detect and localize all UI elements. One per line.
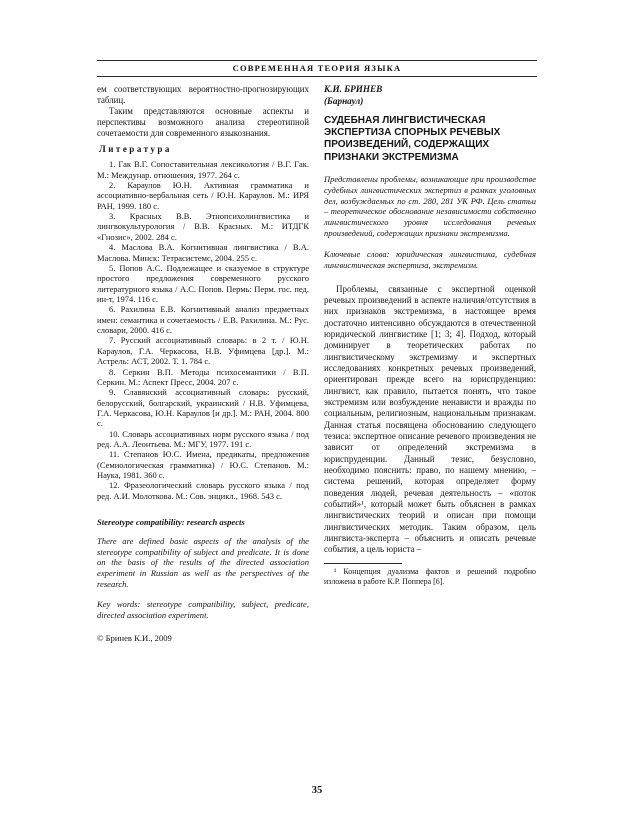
author-name: К.И. БРИНЕВ [324,84,383,94]
reference-item: 6. Рахилина Е.В. Когнитивный анализ предметных имен: семантика и сочетаемость / Е.В. Рахилина. М.: Рус. словари, 2000. 416 с. [97,304,309,336]
reference-item: 11. Степанов Ю.С. Имена, предикаты, предложения (Семиологическая грамматика) / Ю.С. Степанов. М.: Наука, 1981. 360 с. [97,449,309,481]
reference-item: 8. Серкин В.П. Методы психосемантики / В.П. Серкин. М.: Аспект Пресс, 2004. 207 с. [97,366,309,387]
english-title: Stereotype compatibility: research aspects [97,517,245,528]
russian-keywords: Ключевые слова: юридическая лингвистика, судебная лингвистическая экспертиза, экстремизм. [324,249,536,270]
reference-item: 2. Караулов Ю.Н. Активная грамматика и ассоциативно-вербальная сеть / Ю.Н. Караулов. М.: ИРЯ РАН, 1999. 180 с. [97,180,309,211]
left-column [97,84,309,643]
right-column [324,84,536,643]
reference-list [97,159,309,501]
reference-item: 5. Попов А.С. Подлежащее и сказуемое в структуре простого предложения современного русского литературного языка / А.С. Попов. Пермь: Перм. гос. пед. ин-т, 1974. 116 с. [97,262,309,304]
article-title: СУДЕБНАЯ ЛИНГВИСТИЧЕСКАЯ ЭКСПЕРТИЗА СПОРНЫХ РЕЧЕВЫХ ПРОИЗВЕДЕНИЙ, СОДЕРЖАЩИХ ПРИЗНАКИ ЭКСТРЕМИЗМА [324,115,501,163]
reference-item: 10. Словарь ассоциативных норм русского языка / под ред. А.А. Леонтьева. М.: МГУ, 1977. 191 с. [97,428,309,450]
article-body: Проблемы, связанные с экспертной оценкой речевых произведений в аспекте наличия/отсутствия в них признаков экстремизма, в настоящее время достаточно интенсивно обсуждаются в отечественной юридической лингвистике [1; 3; 4]. Подход, который доминирует в теоретических работах по лингвистическому экстремизму и экспертных исследованиях конкретных речевых произведений, ориентирован прежде всего на юриспруденцию: лингвист, как правило, пытается понять, что такое экстремизм или возбуждение ненависти и вражды по социальным, религиозным, национальным признакам. Данная статья посвящена обоснованию следующего тезиса: экспертное описание речевого произведения не зависит от определений экстремизма в юриспруденции. Данный тезис, безусловно, необходимо пояснить: право, по нашему мнению, – система решений, которая определяет форму поведения людей, речевая деятельность – «поток событий»¹, который может быть объяснен в рамках лингвистических теорий и описан при помощи лингвистических методик. Таким образом, цель лингвиста-эксперта – объяснить и описать речевые события, а цель юриста – [324,283,536,555]
section-title: СОВРЕМЕННАЯ ТЕОРИЯ ЯЗЫКА [232,63,402,73]
paragraph: Таким представляются основные аспекты и перспективы возможного анализа стереотипной сочетаемости для современного языкознания. [97,106,309,139]
paragraph-continuation: ем соответствующих вероятностно-прогнозирующих таблиц. [97,84,309,106]
reference-item: 9. Славянский ассоциативный словарь: русский, белорусский, болгарский, украинский / Н.В. Уфимцева, Г.А. Черкасова, Ю.Н. Караулов [и др.]. М.: РАН, 2004. 800 с. [97,387,309,429]
reference-item: 3. Красных В.В. Этнопсихолингвистика и лингвокультурология / В.В. Красных. М.: ИТДГК «Гнозис», 2002. 284 с. [97,211,309,242]
two-column-layout [97,84,537,643]
reference-item: 7. Русский ассоциативный словарь: в 2 т. / Ю.Н. Караулов, Г.А. Черкасова, Н.В. Уфимцева [др.]. М.: Астрель: АСТ, 2002. Т. 1. 784 с. [97,335,309,367]
page-content [97,60,537,643]
english-keywords: Key words: stereotype compatibility, subject, predicate, directed association experiment. [97,598,309,620]
page-number: 35 [311,785,323,796]
running-head [97,60,537,77]
footnote-divider [324,563,402,564]
copyright-line: © Бринев К.И., 2009 [97,632,172,643]
english-abstract: There are defined basic aspects of the analysis of the stereotype compatibility of subject and predicate. It is done on the basis of the results of the directed association experiment in Russian as well as the perspectives of the research. [97,535,309,590]
english-summary-block [97,517,309,620]
literature-heading: Литература [99,144,172,155]
reference-item: 1. Гак В.Г. Сопоставительная лексикология / В.Г. Гак. М.: Междунар. отношения, 1977. 264 с. [97,159,309,180]
footnote-text: ¹ Концепция дуализма фактов и решений подробно изложена в работе К.Р. Поппера [6]. [324,566,536,586]
reference-item: 12. Фразеологический словарь русского языка / под ред. А.И. Молоткова. М.: Сов. энцикл., 1968. 543 с. [97,480,309,501]
author-city: (Барнаул) [324,95,364,106]
reference-item: 4. Маслова В.А. Когнитивная лингвистика / В.А. Маслова. Минск: Тетрасистемс, 2004. 255 с. [97,242,309,263]
russian-abstract: Представлены проблемы, возникающие при производстве судебных лингвистических экспертиз в рамках уголовных дел, возбуждаемых по ст. 280, 281 УК РФ. Цель статьи – теоретическое обоснование независимости собственно лингвистического уровня исследования речевых произведений, содержащих признаки экстремизма. [324,173,536,239]
